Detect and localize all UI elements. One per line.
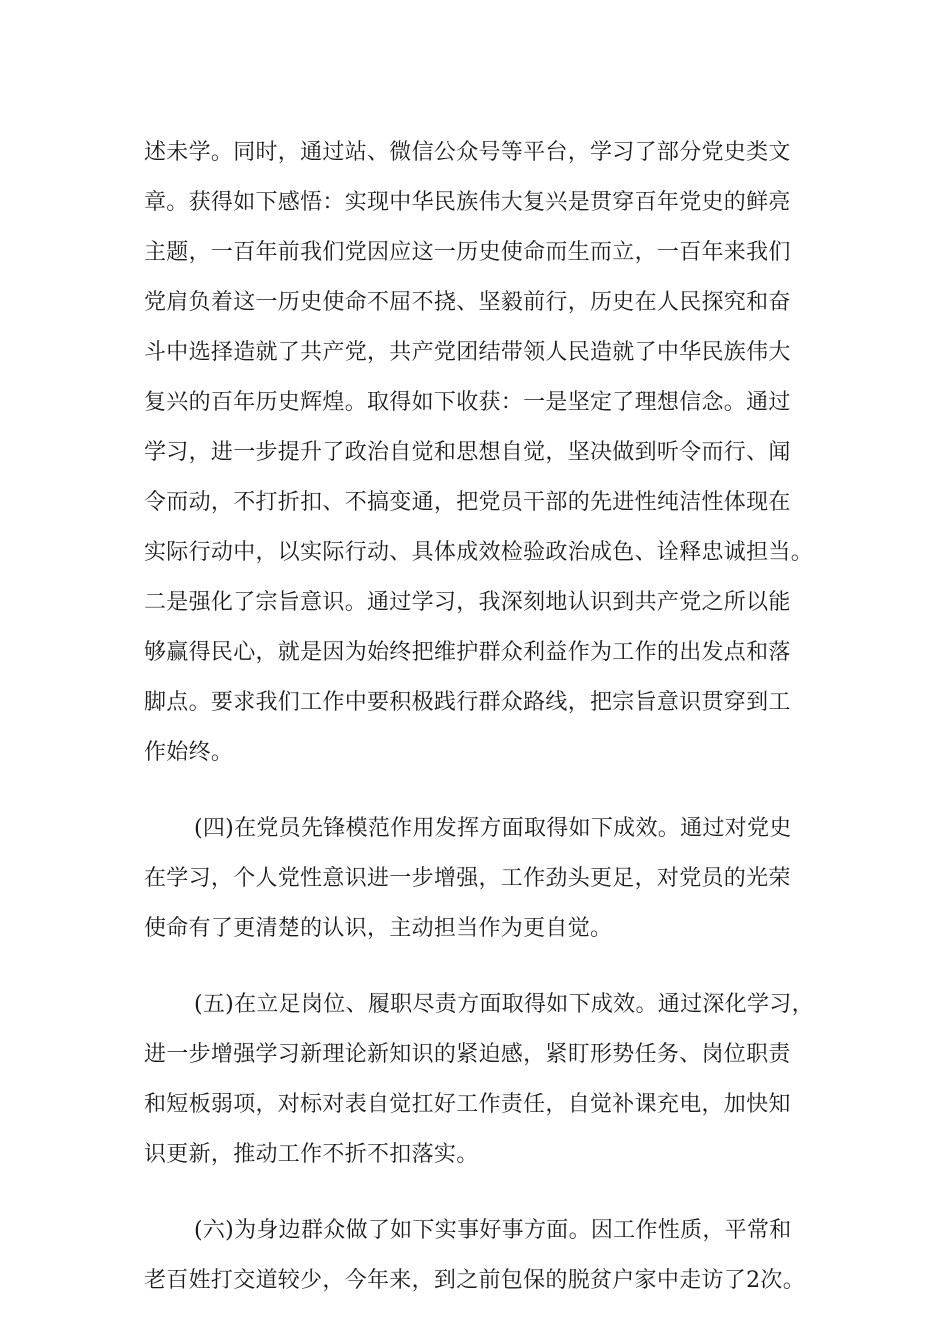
text-line: 和短板弱项，对标对表自觉扛好工作责任，自觉补课充电，加快知 — [144, 1092, 791, 1117]
text-line: (六)为身边群众做了如下实事好事方面。因工作性质，平常和 — [194, 1218, 792, 1243]
text-line: 进一步增强学习新理论新知识的紧迫感，紧盯形势任务、岗位职责 — [144, 1042, 791, 1067]
paragraph — [144, 128, 814, 778]
text-line: 复兴的百年历史辉煌。取得如下收获：一是坚定了理想信念。通过 — [144, 390, 791, 415]
text-line: 在学习，个人党性意识进一步增强，工作劲头更足，对党员的光荣 — [144, 866, 791, 891]
text-line: 主题，一百年前我们党因应这一历史使命而生而立，一百年来我们 — [144, 240, 791, 265]
text-line: (五)在立足岗位、履职尽责方面取得如下成效。通过深化学习， — [194, 992, 814, 1017]
paragraph — [144, 980, 814, 1180]
text-line: 章。获得如下感悟：实现中华民族伟大复兴是贯穿百年党史的鲜亮 — [144, 190, 791, 215]
paragraph-gap — [144, 1180, 814, 1206]
paragraph-gap — [144, 954, 814, 980]
text-line: 令而动，不打折扣、不搞变通，把党员干部的先进性纯洁性体现在 — [144, 490, 791, 515]
document-body — [144, 128, 814, 1306]
text-line: 老百姓打交道较少，今年来，到之前包保的脱贫户家中走访了2次。 — [144, 1268, 805, 1293]
text-line: 学习，进一步提升了政治自觉和思想自觉，坚决做到听令而行、闻 — [144, 440, 791, 465]
text-line: 脚点。要求我们工作中要积极践行群众路线，把宗旨意识贯穿到工 — [144, 690, 791, 715]
text-line: 实际行动中，以实际行动、具体成效检验政治成色、诠释忠诚担当。 — [144, 540, 814, 565]
text-line: 使命有了更清楚的认识，主动担当作为更自觉。 — [144, 916, 613, 941]
text-line: 作始终。 — [144, 740, 234, 765]
text-line: (四)在党员先锋模范作用发挥方面取得如下成效。通过对党史 — [194, 816, 792, 841]
text-line: 述未学。同时，通过站、微信公众号等平台，学习了部分党史类文 — [144, 140, 791, 165]
text-line: 识更新，推动工作不折不扣落实。 — [144, 1142, 479, 1167]
text-line: 够赢得民心，就是因为始终把维护群众利益作为工作的出发点和落 — [144, 640, 791, 665]
paragraph — [144, 1206, 814, 1306]
paragraph — [144, 804, 814, 954]
paragraph-gap — [144, 778, 814, 804]
text-line: 斗中选择造就了共产党，共产党团结带领人民造就了中华民族伟大 — [144, 340, 791, 365]
text-line: 二是强化了宗旨意识。通过学习，我深刻地认识到共产党之所以能 — [144, 590, 791, 615]
text-line: 党肩负着这一历史使命不屈不挠、坚毅前行，历史在人民探究和奋 — [144, 290, 791, 315]
